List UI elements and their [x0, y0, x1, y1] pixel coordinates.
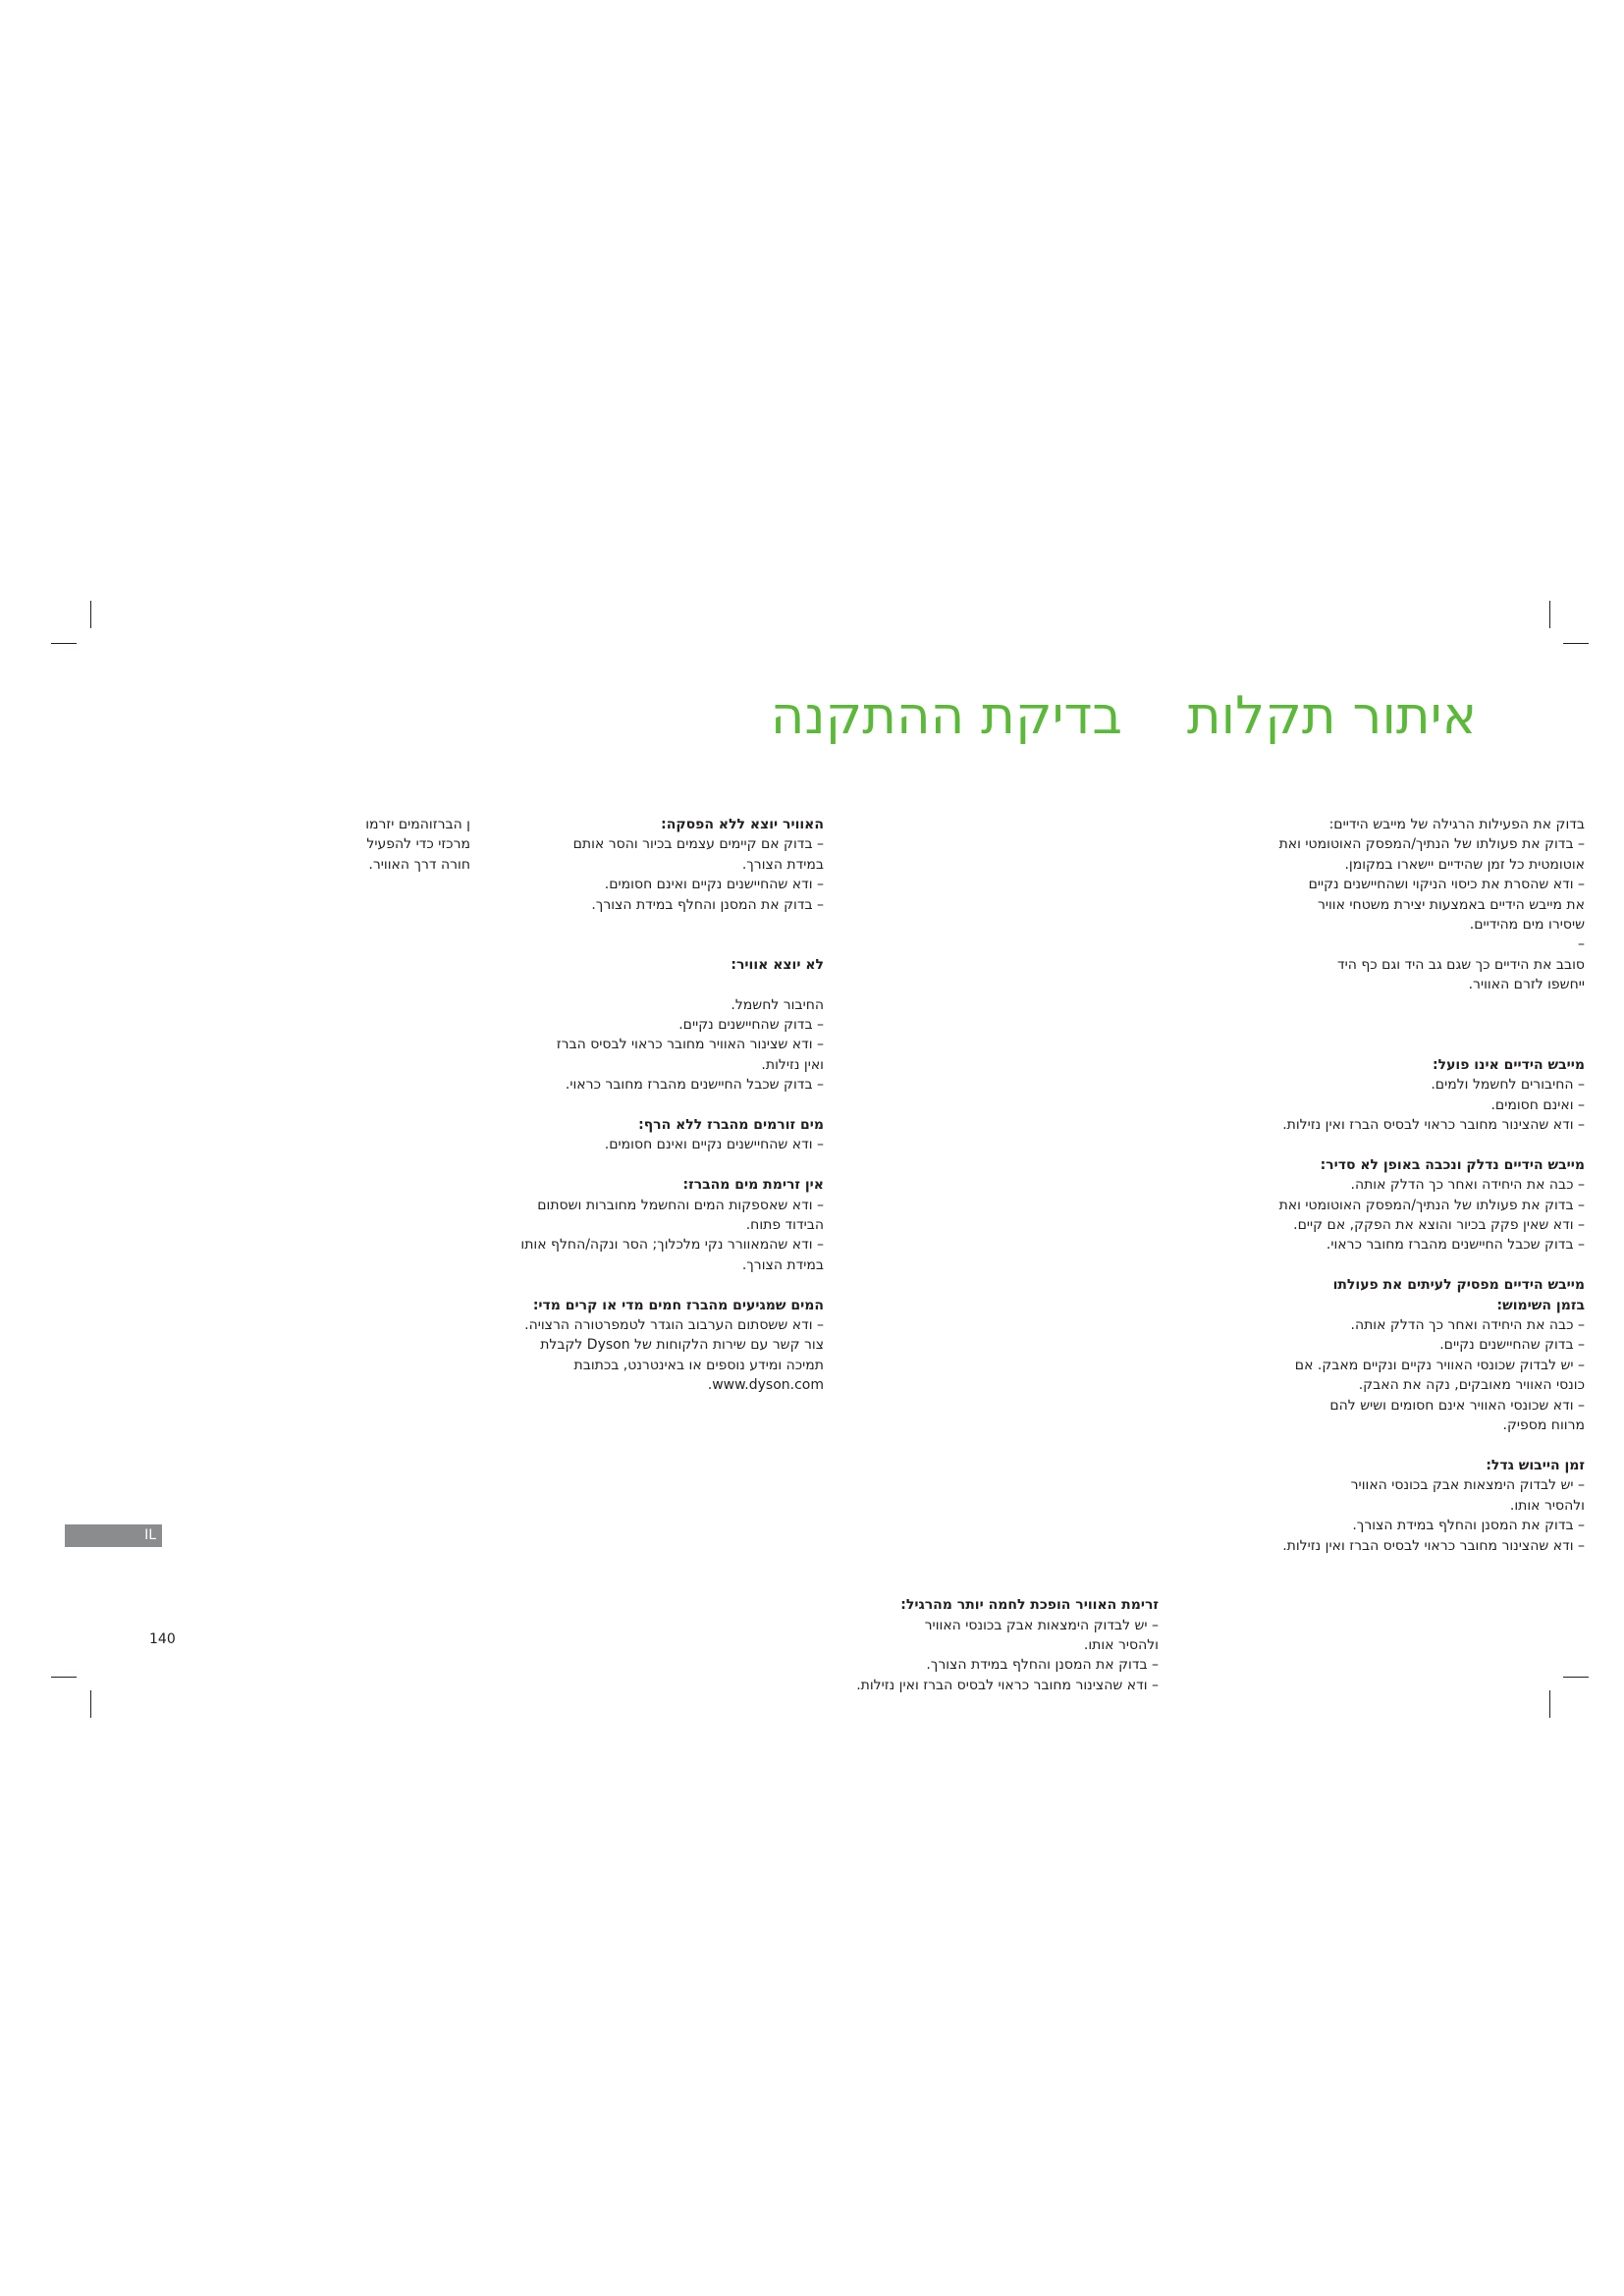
crop-mark [1549, 601, 1550, 628]
text-line: סובב את הידיים כך שגם גב היד וגם כף היד [1336, 956, 1585, 973]
blank-line [746, 1395, 1159, 1415]
text-line: – ודא שהצינור מחובר כראוי לבסיס הברז ואין נזילות. [1282, 1537, 1585, 1554]
section-heading: לא יוצא אוויר: [731, 956, 824, 973]
text-line: – בדוק אם קיימים עצמים בכיור והסר אותם [572, 836, 824, 853]
section-heading: מייבש הידיים מפסיק לעיתים את פעולתו [1332, 1277, 1585, 1294]
crop-mark [90, 601, 91, 628]
text-line: ולהסיר אותו. [1509, 1497, 1585, 1514]
blank-line [470, 1275, 824, 1295]
section-heading: האוויר יוצא ללא הפסקה: [661, 817, 824, 832]
blank-line [746, 1555, 1159, 1575]
text-line: במידת הצורך. [741, 856, 824, 873]
blank-line [470, 934, 824, 954]
text-line: – ודא שצינור האוויר מחובר כראוי לבסיס הברז [556, 1037, 824, 1053]
text-line: כונסי האוויר מאובקים, נקה את האבק. [1358, 1377, 1585, 1394]
troubleshooting-column-4 [146, 815, 470, 875]
text-line: – החיבורים לחשמל ולמים. [1431, 1077, 1585, 1094]
text-line: ן הברזוהמים יזרמו [365, 817, 470, 832]
text-line: ולהסיר אותו. [1083, 1637, 1159, 1654]
blank-line [746, 1535, 1159, 1555]
troubleshooting-column-3 [470, 815, 824, 1396]
text-line: – בדוק את פעולתו של הנתיך/המפסק האוטומטי ואת [1278, 1197, 1585, 1213]
text-line: – ודא שהחיישנים נקיים ואינם חסומים. [604, 1137, 824, 1153]
text-line: – ואינם חסומים. [1490, 1096, 1585, 1113]
blank-line [470, 1155, 824, 1175]
text-line: – יש לבדוק הימצאות אבק בכונסי האוויר [924, 1617, 1159, 1633]
crop-mark [1563, 643, 1589, 644]
text-line: www.dyson.com. [707, 1377, 824, 1394]
section-heading: מייבש הידיים נדלק ונכבה באופן לא סדיר: [1320, 1156, 1585, 1173]
blank-line [746, 1415, 1159, 1435]
text-line: – [1578, 936, 1585, 953]
text-line: בדוק את הפעילות הרגילה של מייבש הידיים: [1328, 817, 1585, 832]
text-line: – כבה את היחידה ואחר כך הדלק אותה. [1350, 1177, 1585, 1194]
text-line: – בדוק שכבל החיישנים מהברז מחובר כראוי. [565, 1077, 824, 1094]
text-line: את מייבש הידיים באמצעות יצירת משטחי אוויר [1317, 896, 1585, 913]
crop-mark [51, 643, 77, 644]
text-line: – ודא שכונסי האוויר אינם חסומים ושיש להם [1329, 1397, 1585, 1414]
text-line: – כבה את היחידה ואחר כך הדלק אותה. [1350, 1317, 1585, 1334]
page-number: 140 [149, 1631, 176, 1647]
crop-mark [51, 1677, 77, 1678]
text-line: החיבור לחשמל. [731, 996, 824, 1013]
text-line: חורה דרך האוויר. [368, 856, 470, 873]
text-line: – ודא שאין פקק בכיור והוצא את הפקק, אם קיים. [1293, 1217, 1585, 1234]
blank-line [746, 1475, 1159, 1495]
blank-line [746, 1435, 1159, 1455]
text-line: – בדוק שהחיישנים נקיים. [678, 1017, 824, 1034]
section-heading: זמן הייבוש גדל: [1486, 1457, 1585, 1473]
text-line: – יש לבדוק שכונסי האוויר נקיים ונקיים מאבק. אם [1294, 1357, 1585, 1373]
title-installation-check: בדיקת ההתקנה [770, 686, 1122, 746]
blank-line [746, 1575, 1159, 1595]
text-line: – ודא שהמאוורר נקי מלכלוך; הסר ונקה/החלף אותו [520, 1237, 824, 1254]
text-line: – ודא ששסתום הערבוב הוגדר לטמפרטורה הרצויה. [524, 1317, 824, 1334]
text-line: תמיכה ומידע נוספים או באינטרנט, בכתובת [573, 1357, 824, 1373]
text-line: – בדוק את המסנן והחלף במידת הצורך. [926, 1657, 1159, 1674]
crop-mark [90, 1690, 91, 1718]
section-heading: מים זורמים מהברז ללא הרף: [638, 1117, 824, 1134]
section-heading: בזמן השימוש: [1496, 1297, 1585, 1313]
blank-line [746, 1516, 1159, 1535]
text-line: מרכזי כדי להפעיל [366, 836, 470, 853]
text-line: במידת הצורך. [741, 1256, 824, 1273]
text-line: – בדוק שכבל החיישנים מהברז מחובר כראוי. [1326, 1237, 1585, 1254]
text-line: – ודא שהצינור מחובר כראוי לבסיס הברז ואין נזילות. [1282, 1117, 1585, 1134]
blank-line [470, 975, 824, 994]
text-line: שיסירו מים מהידיים. [1469, 917, 1585, 934]
language-tab [65, 1524, 162, 1547]
blank-line [746, 1495, 1159, 1515]
section-heading: זרימת האוויר הופכת לחמה יותר מהרגיל: [900, 1597, 1159, 1614]
text-line: מרווח מספיק. [1502, 1417, 1585, 1434]
section-heading: המים שמגיעים מהברז חמים מדי או קרים מדי: [532, 1297, 824, 1313]
text-line: ייחשפו לזרם האוויר. [1468, 977, 1585, 993]
text-line: אוטומטית כל זמן שהידיים יישארו במקומן. [1344, 856, 1585, 873]
blank-line [470, 1095, 824, 1115]
section-heading: אין זרימת מים מהברז: [682, 1177, 824, 1194]
text-line: הבידוד פתוח. [745, 1217, 824, 1234]
language-code: IL [144, 1527, 156, 1543]
text-line: – בדוק את פעולתו של הנתיך/המפסק האוטומטי ואת [1278, 836, 1585, 853]
text-line: – ודא שהחיישנים נקיים ואינם חסומים. [604, 877, 824, 893]
text-line: – יש לבדוק הימצאות אבק בכונסי האוויר [1350, 1477, 1585, 1494]
text-line: – בדוק את המסנן והחלף במידת הצורך. [591, 896, 824, 913]
text-line: – בדוק שהחיישנים נקיים. [1439, 1337, 1585, 1354]
text-line: צור קשר עם שירות הלקוחות של Dyson לקבלת [540, 1337, 824, 1354]
text-line: – ודא שהסרת את כיסוי הניקוי ושהחיישנים נקיים [1308, 877, 1585, 893]
crop-mark [1549, 1690, 1550, 1718]
blank-line [746, 1456, 1159, 1475]
text-line: – ודא שהצינור מחובר כראוי לבסיס הברז ואין נזילות. [856, 1677, 1159, 1693]
text-line: ואין נזילות. [761, 1056, 824, 1073]
text-line: – בדוק את המסנן והחלף במידת הצורך. [1352, 1518, 1585, 1534]
title-troubleshooting: איתור תקלות [1186, 686, 1477, 746]
blank-line [470, 915, 824, 934]
crop-mark [1563, 1677, 1589, 1678]
section-heading: מייבש הידיים אינו פועל: [1433, 1056, 1585, 1073]
text-line: – ודא שאספקות המים והחשמל מחוברות ושסתום [537, 1197, 824, 1213]
